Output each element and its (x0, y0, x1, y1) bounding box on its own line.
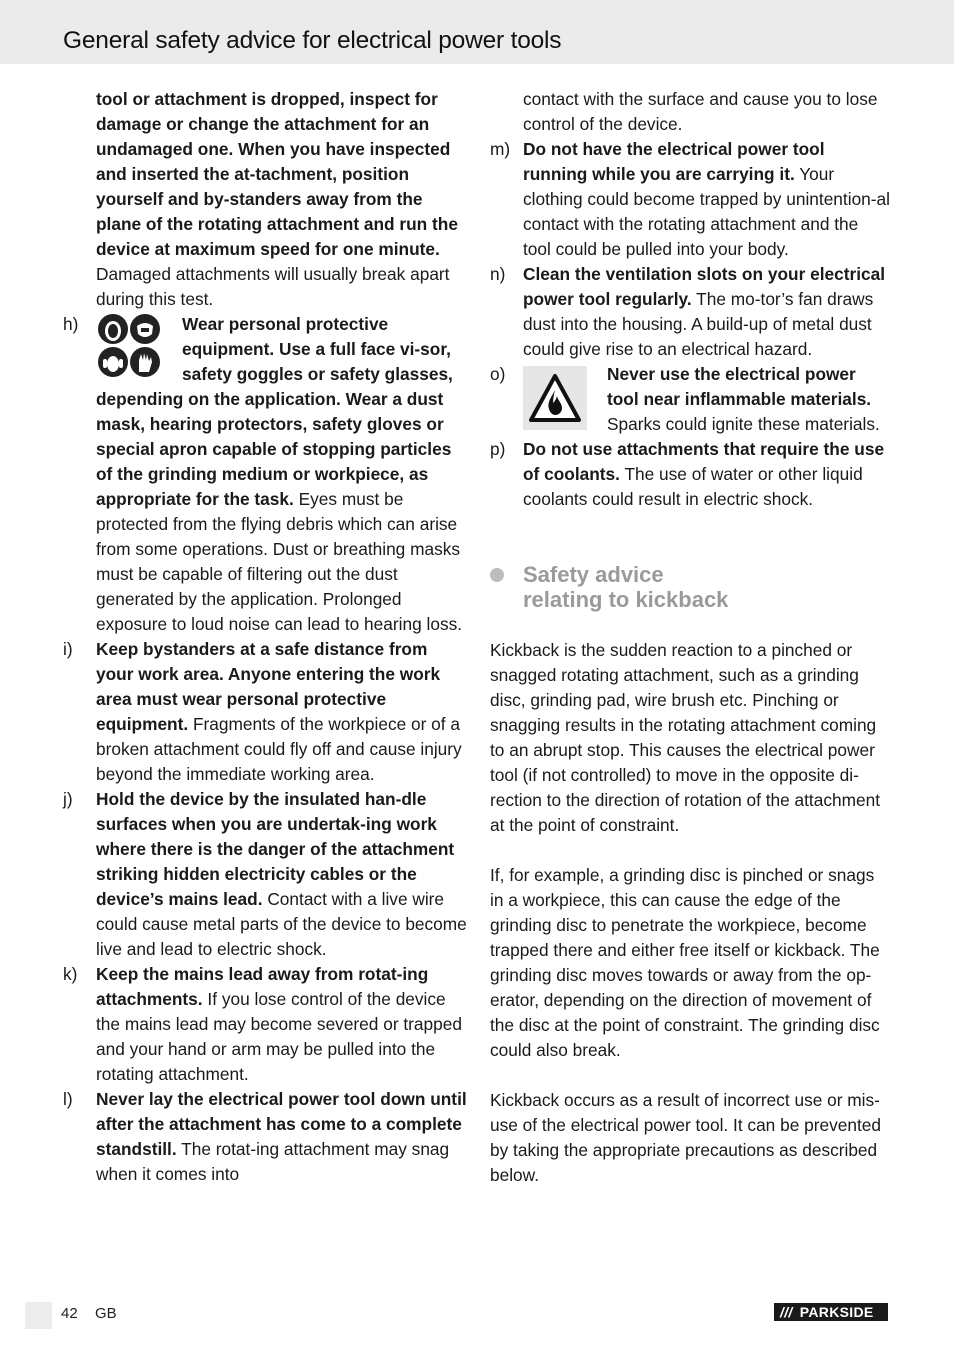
item-l (63, 1087, 467, 1187)
item-k-bold: Keep the mains lead away from rotat-ing attachments. (96, 964, 429, 1009)
item-o-label: o) (490, 364, 506, 384)
item-j-label: j) (63, 789, 73, 809)
right-column (490, 87, 890, 1188)
item-g-text: Damaged attachments will usually break apart during this test. (96, 264, 450, 309)
logo-stripes: /// (780, 1304, 793, 1320)
ear-protection-icon (98, 347, 128, 377)
item-n (490, 262, 890, 362)
brand-name: PARKSIDE (799, 1304, 874, 1320)
item-i-bold: Keep bystanders at a safe distance from your work area. Anyone entering the work area must wear personal protective equipment. (96, 639, 441, 734)
page-number: 42 (61, 1305, 78, 1322)
page-title: General safety advice for electrical power tools (63, 27, 562, 54)
left-column (63, 87, 467, 1187)
safety-gloves-icon (130, 347, 160, 377)
item-h-bold: Wear personal protective equipment. Use a full face vi-sor, safety goggles or safety glasses, depending on the application. Wear a dust mask, hearing protectors, safety gloves or special apron capable of stopping particles of the grinding medium or workpiece, as appropriate for the task. (96, 314, 453, 509)
item-k-text: If you lose control of the device the mains lead may become severed or trapped and your hand or arm may be pulled into the rotating attachment. (96, 989, 462, 1084)
item-l-label: l) (63, 1089, 73, 1109)
ppe-icon-group (96, 314, 176, 386)
item-j (63, 787, 467, 962)
item-o-text: Sparks could ignite these materials. (607, 414, 880, 434)
footer-marker (25, 1302, 52, 1329)
item-j-text: Contact with a live wire could cause metal parts of the device to become live and lead to electric shock. (96, 889, 467, 959)
item-h (63, 312, 467, 637)
item-m-bold: Do not have the electrical power tool running while you are carrying it. (523, 139, 825, 184)
face-shield-icon (98, 314, 128, 344)
item-m-label: m) (490, 139, 511, 159)
item-o-bold: Never use the electrical power tool near inflammable materials. (607, 364, 872, 409)
brand-logo (774, 1303, 888, 1321)
item-k (63, 962, 467, 1087)
item-l-bold: Never lay the electrical power tool down until after the attachment has come to a complete standstill. (96, 1089, 467, 1159)
section-heading (490, 562, 890, 612)
item-g-continued (63, 87, 467, 312)
item-i-label: i) (63, 639, 73, 659)
item-h-label: h) (63, 314, 79, 334)
item-n-text: The mo-tor’s fan draws dust into the housing. A build-up of metal dust could give rise to an electrical hazard. (523, 289, 874, 359)
language-code: GB (95, 1305, 117, 1322)
item-i-text: Fragments of the workpiece or of a broken attachment could fly off and cause injury beyond the immediate working area. (96, 714, 462, 784)
item-l-text: The rotat-ing attachment may snag when it comes into (96, 1139, 450, 1184)
kickback-paragraph-1: Kickback is the sudden reaction to a pinched or snagged rotating attachment, such as a grinding disc, grinding pad, wire brush etc. Pinching or snagging results in the rotating attachment coming to an abrupt stop. This causes the electrical power tool (if not controlled) to move in the opposite di-rection to the direction of rotation of the attachment at the point of constraint. (490, 640, 881, 835)
section-bullet (490, 568, 504, 582)
item-p (490, 437, 890, 512)
kickback-paragraph-3: Kickback occurs as a result of incorrect use or mis-use of the electrical power tool. It can be prevented by taking the appropriate precautions as described below. (490, 1090, 881, 1185)
item-h-text: Eyes must be protected from the flying debris which can arise from some operations. Dust or breathing masks must be capable of filtering out the dust generated by the application. Prolonged exposure to loud noise can lead to hearing loss. (96, 489, 463, 634)
section-title-line2: relating to kickback (523, 587, 729, 612)
item-k-label: k) (63, 964, 78, 984)
item-i (63, 637, 467, 787)
section-title-line1: Safety advice (523, 562, 664, 587)
item-m-text: Your clothing could become trapped by unintention-al contact with the rotating attachment and the tool could be pulled into your body. (523, 164, 890, 259)
item-l-continued (490, 87, 890, 137)
dust-mask-icon (130, 314, 160, 344)
kickback-paragraph-2: If, for example, a grinding disc is pinched or snags in a workpiece, this can cause the edge of the grinding disc to penetrate the workpiece, become trapped there and either free itself or kickback. The grinding disc moves towards or away from the op-erator, depending on the direction of movement of the disc at the point of constraint. The grinding disc could also break. (490, 865, 880, 1060)
item-n-bold: Clean the ventilation slots on your electrical power tool regularly. (523, 264, 886, 309)
item-l-cont-text: contact with the surface and cause you to lose control of the device. (523, 89, 878, 134)
flammable-warning-icon (523, 366, 587, 430)
item-n-label: n) (490, 264, 506, 284)
item-m (490, 137, 890, 262)
item-o (490, 362, 890, 437)
item-p-bold: Do not use attachments that require the use of coolants. (523, 439, 885, 484)
item-p-text: The use of water or other liquid coolants could result in electric shock. (523, 464, 863, 509)
item-g-bold: tool or attachment is dropped, inspect for damage or change the attachment for an undamaged one. When you have inspected and inserted the at-tachment, position yourself and by-standers away from the plane of the rotating attachment and run the device at maximum speed for one minute. (96, 89, 458, 259)
item-p-label: p) (490, 439, 506, 459)
item-j-bold: Hold the device by the insulated han-dle surfaces when you are undertak-ing work where there is the danger of the attachment striking hidden electricity cables or the device’s mains lead. (96, 789, 455, 909)
